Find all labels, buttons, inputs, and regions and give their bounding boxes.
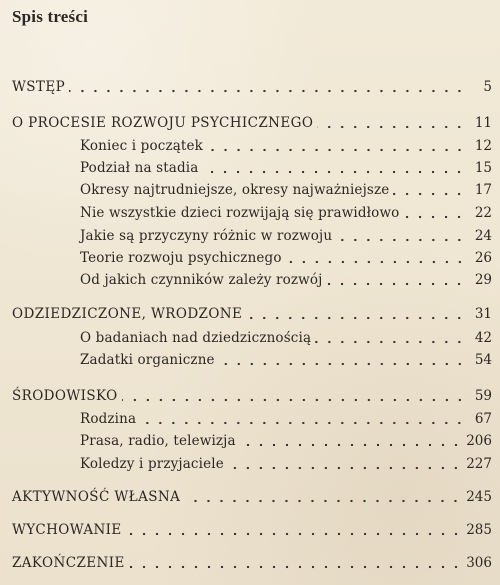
toc-entry-czynniki <box>80 270 492 290</box>
dot-leader <box>403 203 466 223</box>
toc-entry-label: Jakie są przyczyny różnic w rozwoju <box>80 228 333 244</box>
toc-entry-page: 54 <box>474 352 492 368</box>
toc-entry-page: 17 <box>474 182 492 198</box>
toc-entry-label: Zadatki organiczne <box>80 352 215 368</box>
toc-entry-rodzina <box>80 409 492 429</box>
toc-entry-page: 227 <box>466 456 492 472</box>
toc-entry-przyczyny <box>80 226 492 246</box>
toc-entry-page: 42 <box>474 330 492 346</box>
toc-entry-label: Okresy najtrudniejsze, okresy najważniejsze <box>80 182 390 198</box>
toc-entry-label: ZAKOŃCZENIE <box>12 555 125 571</box>
toc-entry-o-procesie <box>12 113 492 133</box>
toc-entry-page: 206 <box>466 433 492 449</box>
toc-entry-okresy <box>80 180 492 200</box>
toc-entry-label: WSTĘP <box>12 79 66 95</box>
toc-entry-zadatki <box>80 350 492 370</box>
toc-entry-aktywnosc <box>12 487 492 507</box>
toc-entry-page: 29 <box>474 272 492 288</box>
dot-leader <box>184 487 462 507</box>
toc-entry-label: Koledzy i przyjaciele <box>80 456 224 472</box>
toc-entry-koledzy <box>80 454 492 474</box>
toc-entry-wychowanie <box>12 520 492 540</box>
dot-leader <box>129 553 463 573</box>
toc-entry-page: 59 <box>474 388 492 404</box>
toc-entry-label: Teorie rozwoju psychicznego <box>80 250 282 266</box>
toc-entry-podzial <box>80 158 492 178</box>
toc-entry-label: Podział na stadia <box>80 160 199 176</box>
dot-leader <box>317 113 466 133</box>
toc-entry-srodowisko <box>12 386 492 406</box>
toc-entry-odziedziczone <box>12 304 492 324</box>
toc-entry-label: Koniec i początek <box>80 138 203 154</box>
page-title: Spis treści <box>12 7 89 26</box>
dot-leader <box>140 409 466 429</box>
dot-leader <box>69 77 466 97</box>
toc-entry-page: 11 <box>474 115 492 131</box>
toc-entry-label: O badaniach nad dziedzicznością <box>80 330 312 346</box>
toc-entry-label: Od jakich czynników zależy rozwój <box>80 272 323 288</box>
toc-entry-badania <box>80 328 492 348</box>
dot-leader <box>326 270 466 290</box>
dot-leader <box>336 226 466 246</box>
dot-leader <box>219 350 466 370</box>
toc-entry-label: WYCHOWANIE <box>12 522 122 538</box>
toc-entry-zakonczenie <box>12 553 492 573</box>
toc-entry-label: Rodzina <box>80 411 137 427</box>
dot-leader <box>228 454 462 474</box>
toc-entry-label: O PROCESIE ROZWOJU PSYCHICZNEGO <box>12 115 314 131</box>
dot-leader <box>393 180 466 200</box>
toc-entry-page: 12 <box>474 138 492 154</box>
dot-leader <box>122 386 466 406</box>
dot-leader <box>246 304 466 324</box>
toc-entry-label: Prasa, radio, telewizja <box>80 433 236 449</box>
toc-entry-page: 24 <box>474 228 492 244</box>
dot-leader <box>315 328 466 348</box>
toc-entry-page: 306 <box>466 555 492 571</box>
toc-entry-page: 245 <box>466 489 492 505</box>
dot-leader <box>240 431 463 451</box>
toc-entry-nie-wszystkie <box>80 203 492 223</box>
toc-entry-page: 22 <box>474 205 492 221</box>
toc-entry-koniec <box>80 136 492 156</box>
dot-leader <box>126 520 463 540</box>
toc-entry-prasa <box>80 431 492 451</box>
toc-entry-page: 26 <box>474 250 492 266</box>
toc-entry-wstep <box>12 77 492 97</box>
dot-leader <box>286 248 466 268</box>
toc-entry-label: ODZIEDZICZONE, WRODZONE <box>12 306 243 322</box>
toc-entry-teorie <box>80 248 492 268</box>
toc-entry-label: AKTYWNOŚĆ WŁASNA <box>12 489 181 505</box>
toc-entry-label: Nie wszystkie dzieci rozwijają się prawidłowo <box>80 205 400 221</box>
dot-leader <box>202 158 466 178</box>
toc-entry-page: 67 <box>474 411 492 427</box>
dot-leader <box>207 136 466 156</box>
toc-entry-page: 285 <box>466 522 492 538</box>
toc-entry-page: 5 <box>483 79 492 95</box>
toc-entry-page: 15 <box>474 160 492 176</box>
toc-entry-label: ŚRODOWISKO <box>12 388 118 404</box>
toc-entry-page: 31 <box>474 306 492 322</box>
